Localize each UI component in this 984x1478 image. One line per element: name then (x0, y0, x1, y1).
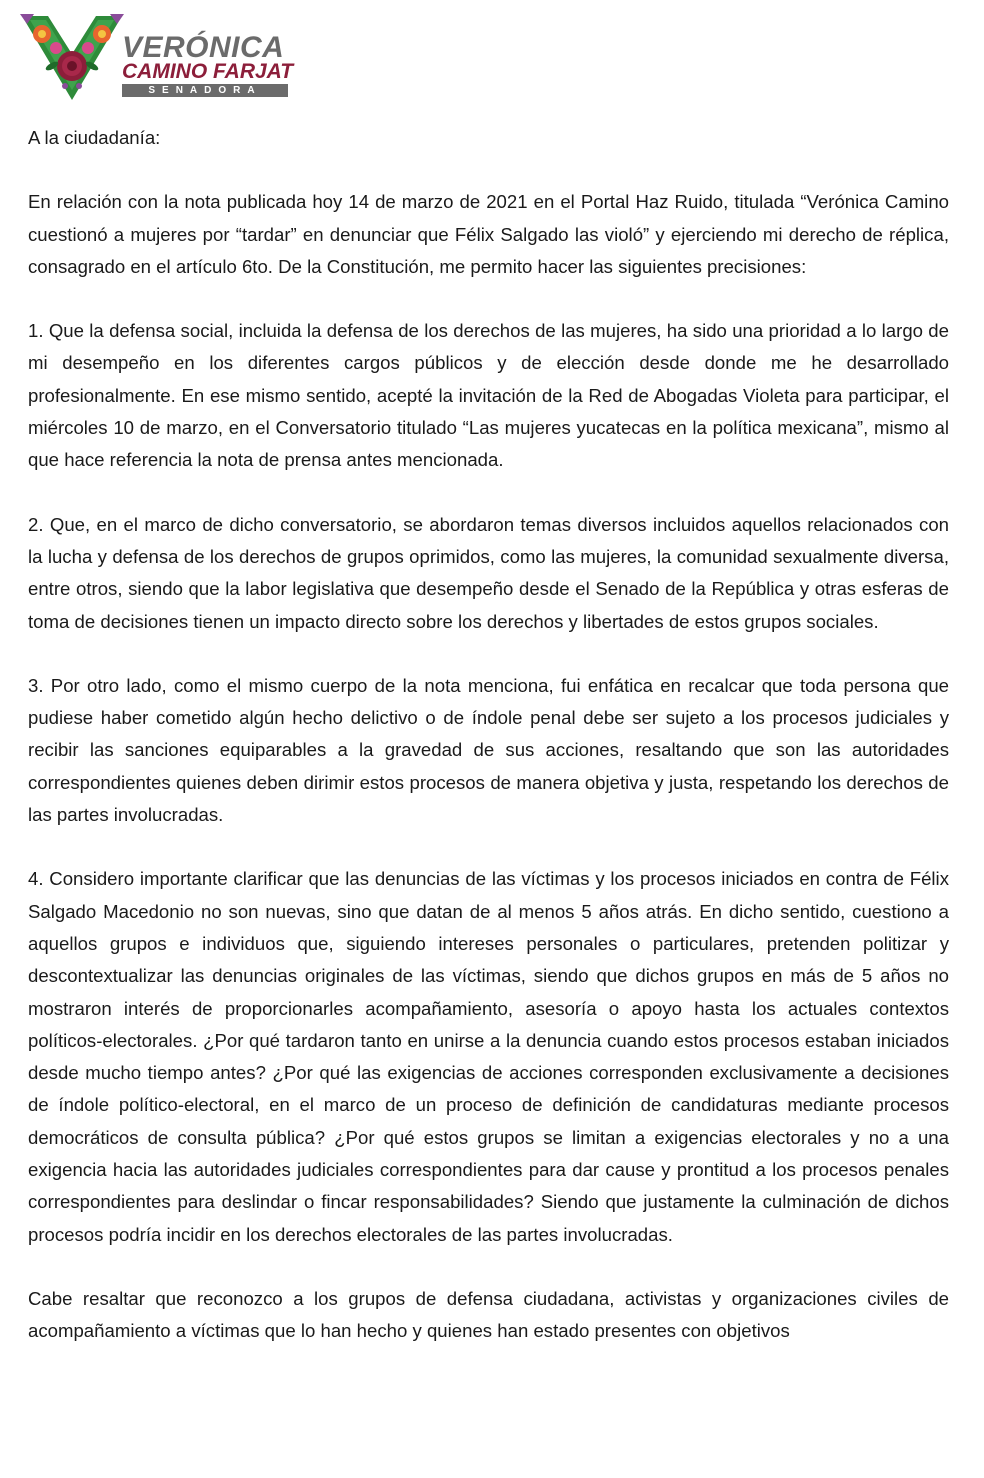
paragraph-point-3: 3. Por otro lado, como el mismo cuerpo de la nota menciona, fui enfática en recalcar que toda persona que pudiese haber cometido algún hecho delictivo o de índole penal debe ser sujeto a los procesos judiciales y recibir las sanciones equiparables a la gravedad de sus acciones, resaltando que son las autoridades correspondientes quienes deben dirimir estos procesos de manera objetiva y justa, respetando los derechos de las partes involucradas. (28, 674, 949, 826)
greeting: A la ciudadanía: (28, 127, 161, 148)
paragraph-point-4: 4. Considero importante clarificar que las denuncias de las víctimas y los procesos iniciados en contra de Félix Salgado Macedonio no son nuevas, sino que datan de al menos 5 años atrás. En dicho sentido, cuestiono a aquellos grupos e individuos que, siguiendo intereses personales o particulares, pretenden politizar y descontextualizar las denuncias originales de las víctimas, siendo que dichos grupos en más de 5 años no mostraron interés de proporcionarles acompañamiento, asesoría o apoyo hasta los actuales contextos políticos-electorales. ¿Por qué tardaron tanto en unirse a la denuncia cuando estos procesos estaban iniciados desde mucho tiempo antes? ¿Por qué las exigencias de acciones corresponden exclusivamente a decisiones de índole político-electoral, en el marco de un proceso de definición de candidaturas mediante procesos democráticos de consulta pública? ¿Por qué estos grupos se limitan a exigencias electorales y no a una exigencia hacia las autoridades judiciales correspondientes para dar cause y prontitud a los procesos penales correspondientes para deslindar o fincar responsabilidades? Siendo que justamente la culminación de dichos procesos podría incidir en los derechos electorales de las partes involucradas. (28, 868, 949, 1245)
letterhead (20, 14, 310, 104)
logo-name: VERÓNICA (122, 31, 285, 64)
paragraph-point-2: 2. Que, en el marco de dicho conversatorio, se abordaron temas diversos incluidos aquellos relacionados con la lucha y defensa de los derechos de grupos oprimidos, como las mujeres, la comunidad sexualmente diversa, entre otros, siendo que la labor legislativa que desempeño desde el Senado de la República y otras esferas de toma de decisiones tienen un impacto directo sobre los derechos y libertades de estos grupos sociales. (28, 513, 949, 632)
paragraph-point-1: 1. Que la defensa social, incluida la defensa de los derechos de las mujeres, ha sido una prioridad a lo largo de mi desempeño en los diferentes cargos públicos y de elección desde donde me he desarrollado profesionalmente. En ese mismo sentido, acepté la invitación de la Red de Abogadas Violeta para participar, el miércoles 10 de marzo, en el Conversatorio titulado “Las mujeres yucatecas en la política mexicana”, mismo al que hace referencia la nota de prensa antes mencionada. (28, 320, 949, 471)
logo-surname: CAMINO FARJAT (122, 60, 294, 83)
letter-body (28, 122, 949, 1380)
logo-wordmark (122, 31, 294, 97)
logo-role-band: SENADORA (122, 84, 288, 97)
senator-logo-v-emblem-icon (20, 14, 124, 102)
paragraph-intro: En relación con la nota publicada hoy 14 de marzo de 2021 en el Portal Haz Ruido, titulada “Verónica Camino cuestionó a mujeres por “tardar” en denunciar que Félix Salgado las violó” y ejerciendo mi derecho de réplica, consagrado en el artículo 6to. De la Constitución, me permito hacer las siguientes precisiones: (28, 191, 949, 277)
paragraph-closing: Cabe resaltar que reconozco a los grupos de defensa ciudadana, activistas y organizaciones civiles de acompañamiento a víctimas que lo han hecho y quienes han estado presentes con objetivos (28, 1287, 949, 1342)
